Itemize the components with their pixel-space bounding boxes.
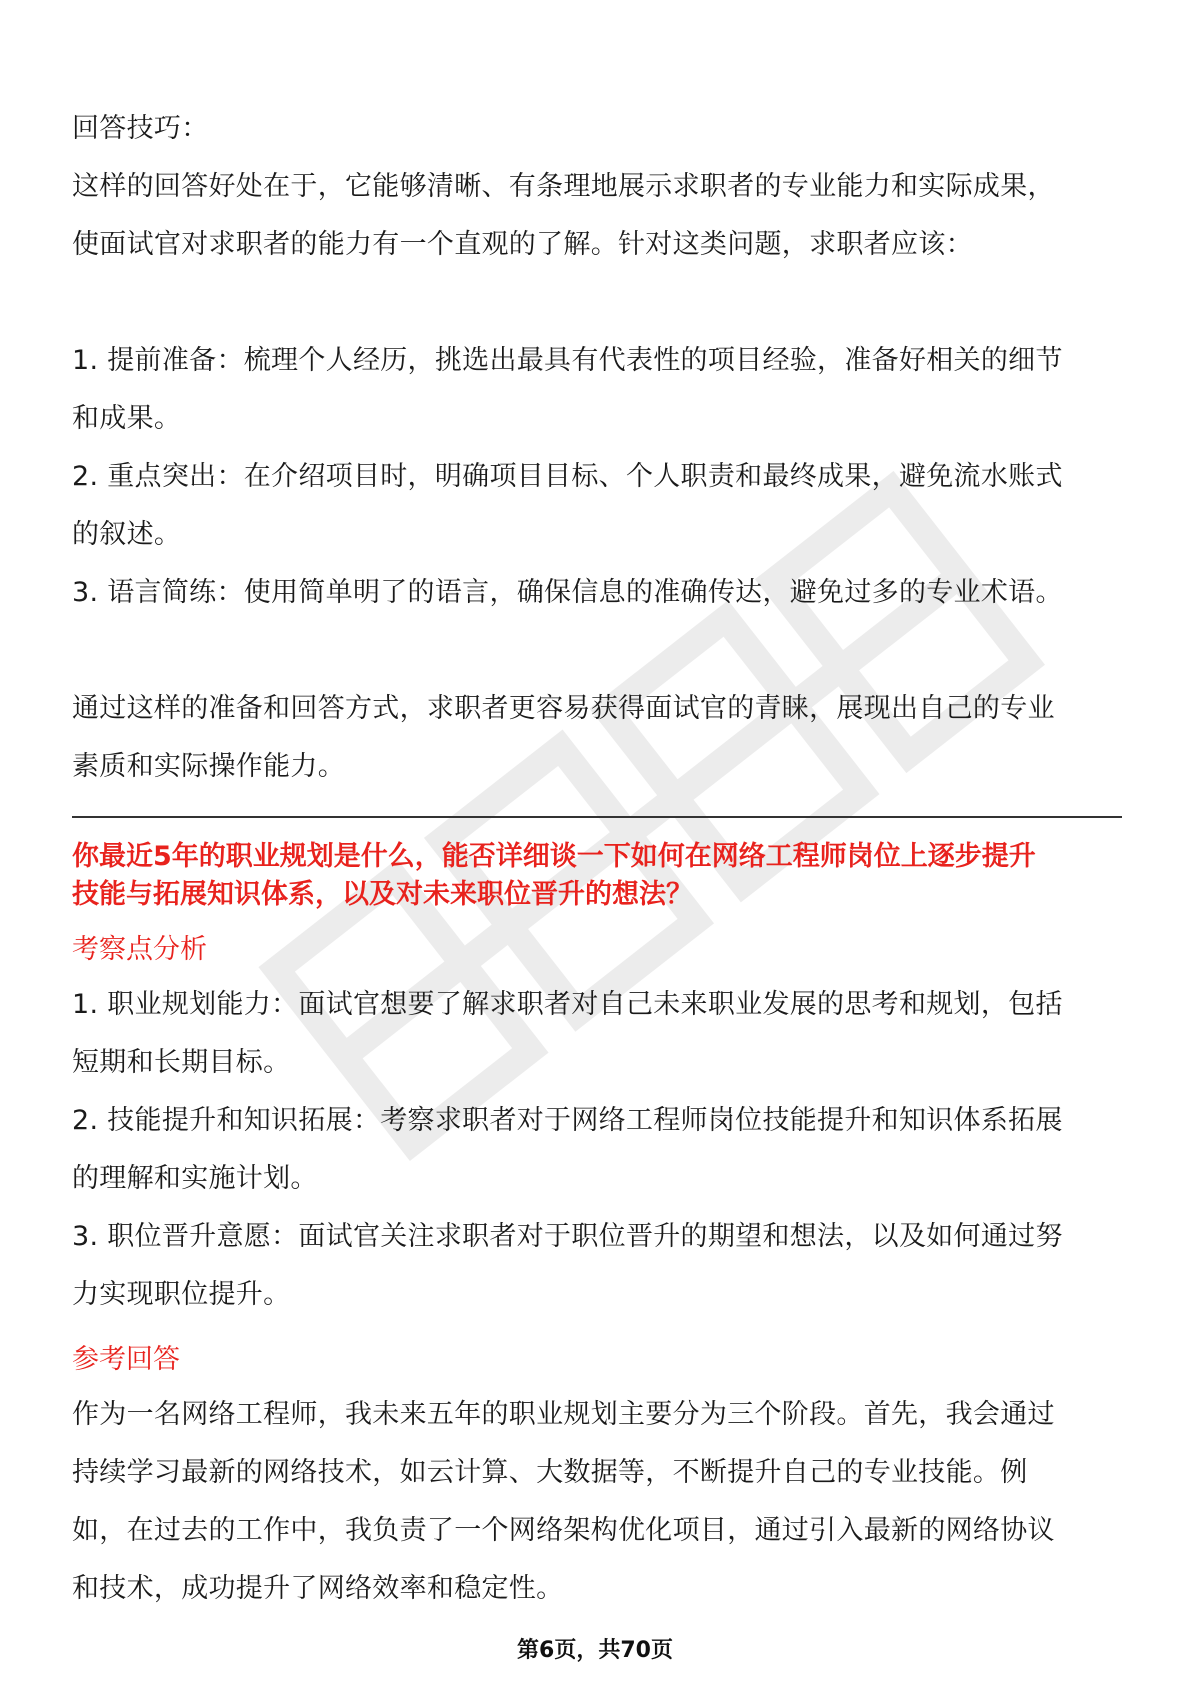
spacer (72, 622, 1122, 680)
page-number: 第6页，共70页 (517, 1638, 673, 1663)
analysis-item-2: 2. 技能提升和知识拓展：考察求职者对于网络工程师岗位技能提升和知识体系拓展 (72, 1105, 1063, 1136)
reference-line: 和技术，成功提升了网络效率和稳定性。 (72, 1573, 564, 1604)
question-line: 技能与拓展知识体系，以及对未来职位晋升的想法？ (72, 879, 693, 910)
analysis-item-1: 1. 职业规划能力：面试官想要了解求职者对自己未来职业发展的思考和规划，包括 (72, 989, 1063, 1020)
spacer (72, 1324, 1122, 1334)
spacer (72, 274, 1122, 332)
question-title (72, 838, 1122, 914)
tip-item-3: 3. 语言简练：使用简单明了的语言，确保信息的准确传达，避免过多的专业术语。 (72, 577, 1063, 608)
analysis-item-3: 3. 职位晋升意愿：面试官关注求职者对于职位晋升的期望和想法，以及如何通过努 (72, 1221, 1063, 1252)
analysis-item-2-cont: 的理解和实施计划。 (72, 1163, 318, 1194)
document-body (72, 100, 1122, 1618)
analysis-heading: 考察点分析 (72, 934, 207, 965)
analysis-item-3-cont: 力实现职位提升。 (72, 1279, 291, 1310)
section-divider (72, 816, 1122, 818)
tips-text-line: 这样的回答好处在于，它能够清晰、有条理地展示求职者的专业能力和实际成果， (72, 171, 1055, 202)
tips-heading: 回答技巧： (72, 113, 209, 144)
reference-heading: 参考回答 (72, 1344, 180, 1375)
tips-text-line: 使面试官对求职者的能力有一个直观的了解。针对这类问题，求职者应该： (72, 229, 973, 260)
tip-item-1: 1. 提前准备：梳理个人经历，挑选出最具有代表性的项目经验，准备好相关的细节 (72, 345, 1063, 376)
reference-line: 作为一名网络工程师，我未来五年的职业规划主要分为三个阶段。首先，我会通过 (72, 1399, 1055, 1430)
summary-line: 素质和实际操作能力。 (72, 751, 345, 782)
question-line: 你最近5年的职业规划是什么，能否详细谈一下如何在网络工程师岗位上逐步提升 (72, 841, 1036, 872)
reference-line: 如，在过去的工作中，我负责了一个网络架构优化项目，通过引入最新的网络协议 (72, 1515, 1055, 1546)
analysis-item-1-cont: 短期和长期目标。 (72, 1047, 291, 1078)
summary-line: 通过这样的准备和回答方式，求职者更容易获得面试官的青睐，展现出自己的专业 (72, 693, 1055, 724)
tip-item-1-cont: 和成果。 (72, 403, 182, 434)
tip-item-2-cont: 的叙述。 (72, 519, 182, 550)
reference-line: 持续学习最新的网络技术，如云计算、大数据等，不断提升自己的专业技能。例 (72, 1457, 1028, 1488)
tip-item-2: 2. 重点突出：在介绍项目时，明确项目目标、个人职责和最终成果，避免流水账式 (72, 461, 1063, 492)
